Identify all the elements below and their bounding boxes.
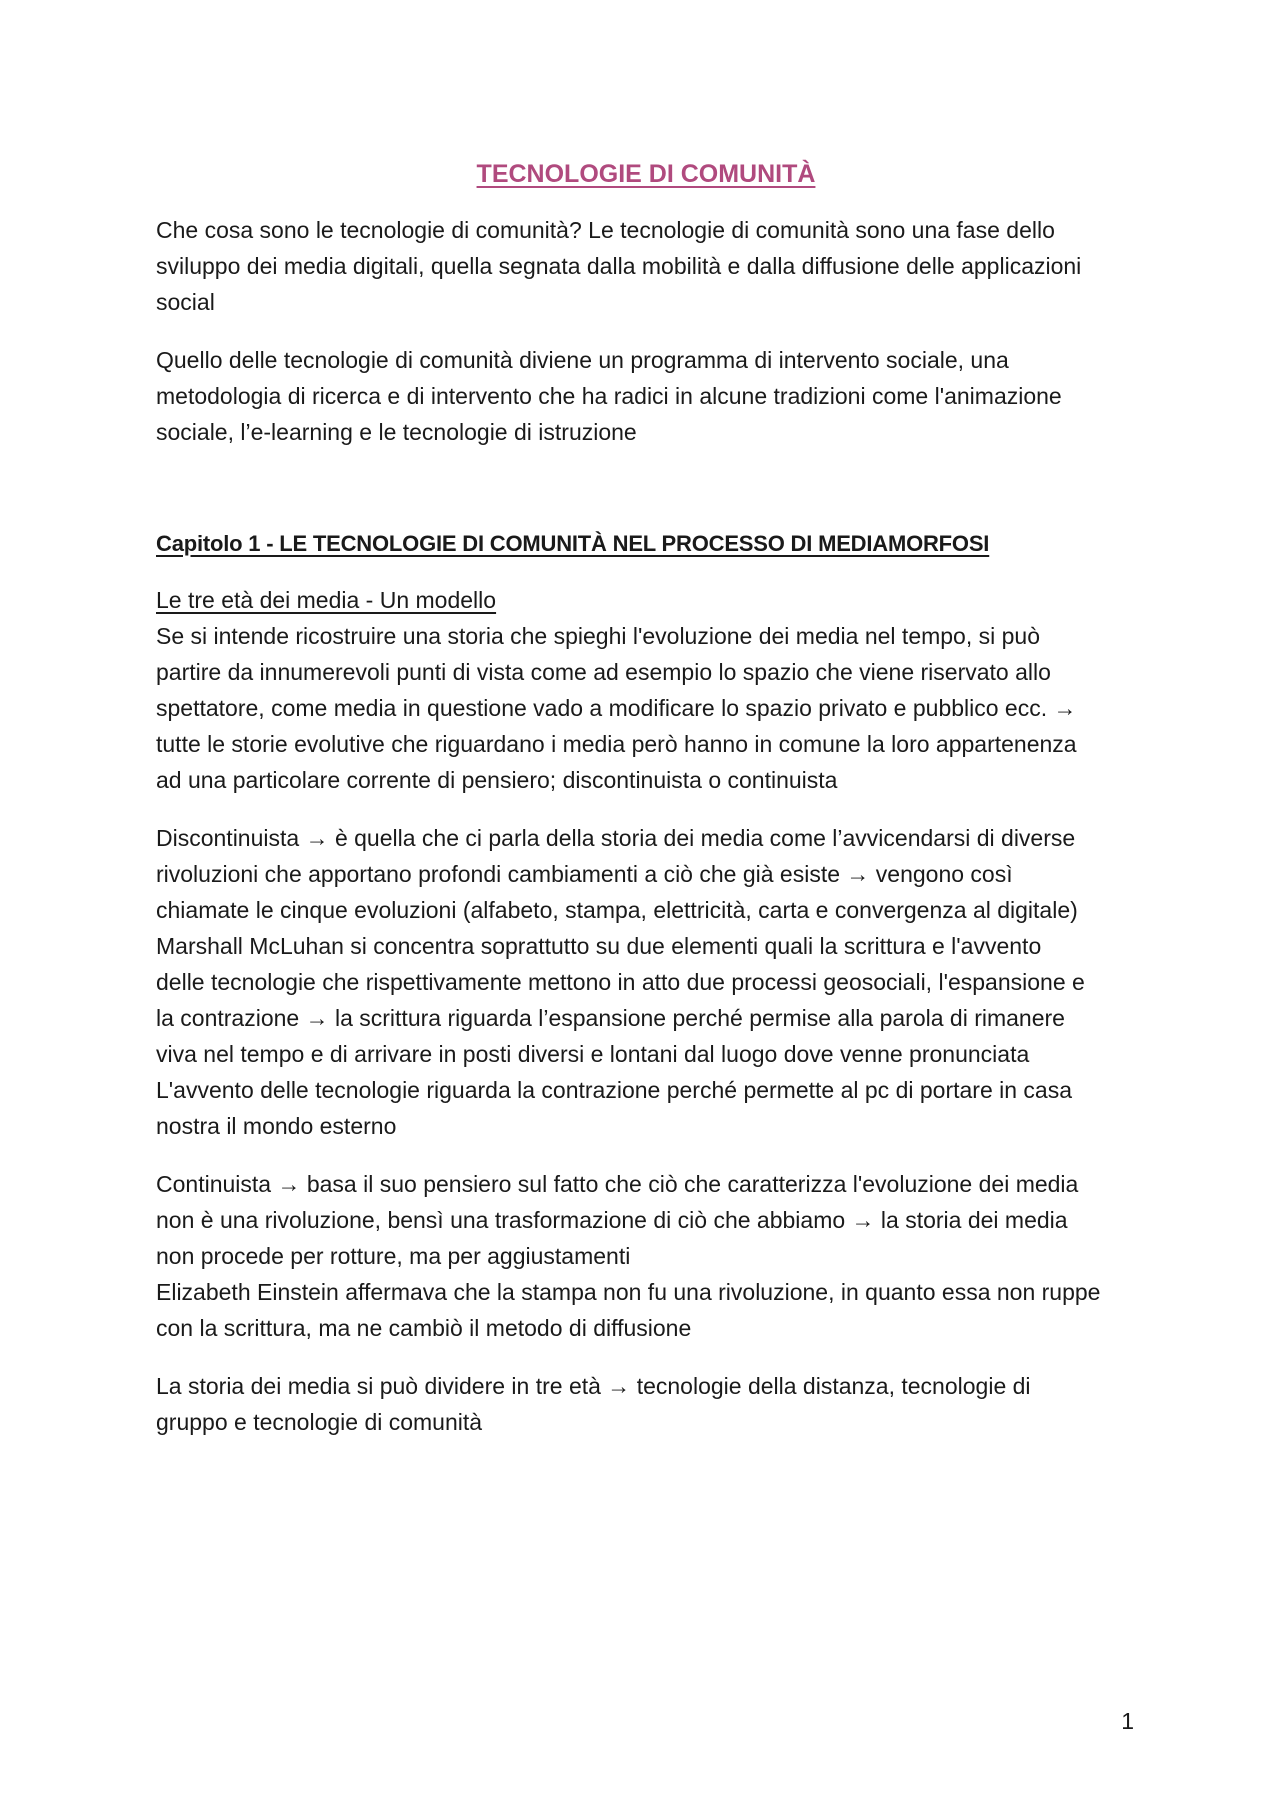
intro-paragraph-1 xyxy=(156,212,1136,320)
section-paragraph-2 xyxy=(156,820,1136,1144)
text-line: sviluppo dei media digitali, quella segnata dalla mobilità e dalla diffusione delle applicazioni xyxy=(156,253,1082,279)
text-line: non è una rivoluzione, bensì una trasformazione di ciò che abbiamo → la storia dei media xyxy=(156,1207,1068,1233)
text-line: non procede per rotture, ma per aggiustamenti xyxy=(156,1243,631,1269)
text-line: chiamate le cinque evoluzioni (alfabeto, stampa, elettricità, carta e convergenza al digitale) xyxy=(156,897,1078,923)
text-line: social xyxy=(156,289,215,315)
text-line: la contrazione → la scrittura riguarda l’espansione perché permise alla parola di rimanere xyxy=(156,1005,1065,1031)
text-line: con la scrittura, ma ne cambiò il metodo di diffusione xyxy=(156,1315,692,1341)
text-line: partire da innumerevoli punti di vista come ad esempio lo spazio che viene riservato allo xyxy=(156,659,1051,685)
page-content xyxy=(156,156,1136,1462)
text-line: nostra il mondo esterno xyxy=(156,1113,397,1139)
text-line: Continuista → basa il suo pensiero sul fatto che ciò che caratterizza l'evoluzione dei media xyxy=(156,1171,1079,1197)
chapter-title: Capitolo 1 - LE TECNOLOGIE DI COMUNITÀ NEL PROCESSO DI MEDIAMORFOSI xyxy=(156,531,990,556)
text-line: sociale, l’e-learning e le tecnologie di istruzione xyxy=(156,419,637,445)
text-line: spettatore, come media in questione vado a modificare lo spazio privato e pubblico ecc. → xyxy=(156,695,1077,721)
text-line: Se si intende ricostruire una storia che spieghi l'evoluzione dei media nel tempo, si può xyxy=(156,623,1041,649)
text-line: delle tecnologie che rispettivamente mettono in atto due processi geosociali, l'espansione e xyxy=(156,969,1085,995)
page-number: 1 xyxy=(1121,1708,1134,1734)
section-paragraph-4 xyxy=(156,1368,1136,1440)
section-paragraph-3 xyxy=(156,1166,1136,1346)
section-paragraph-1 xyxy=(156,618,1136,798)
text-line: Discontinuista → è quella che ci parla della storia dei media come l’avvicendarsi di diverse xyxy=(156,825,1076,851)
text-line: L'avvento delle tecnologie riguarda la contrazione perché permette al pc di portare in casa xyxy=(156,1077,1073,1103)
text-line: metodologia di ricerca e di intervento che ha radici in alcune tradizioni come l'animazione xyxy=(156,383,1062,409)
text-line: rivoluzioni che apportano profondi cambiamenti a ciò che già esiste → vengono così xyxy=(156,861,1013,887)
text-line: La storia dei media si può dividere in tre età → tecnologie della distanza, tecnologie di xyxy=(156,1373,1031,1399)
text-line: ad una particolare corrente di pensiero; discontinuista o continuista xyxy=(156,767,838,793)
text-line: Elizabeth Einstein affermava che la stampa non fu una rivoluzione, in quanto essa non ruppe xyxy=(156,1279,1101,1305)
text-line: Marshall McLuhan si concentra soprattutto su due elementi quali la scrittura e l'avvento xyxy=(156,933,1042,959)
text-line: gruppo e tecnologie di comunità xyxy=(156,1409,483,1435)
text-line: Quello delle tecnologie di comunità diviene un programma di intervento sociale, una xyxy=(156,347,1009,373)
document-title: TECNOLOGIE DI COMUNITÀ xyxy=(476,160,816,188)
text-line: Che cosa sono le tecnologie di comunità? Le tecnologie di comunità sono una fase dello xyxy=(156,217,1055,243)
text-line: tutte le storie evolutive che riguardano i media però hanno in comune la loro appartenenza xyxy=(156,731,1077,757)
intro-paragraph-2 xyxy=(156,342,1136,450)
section-title: Le tre età dei media - Un modello xyxy=(156,587,497,613)
text-line: viva nel tempo e di arrivare in posti diversi e lontani dal luogo dove venne pronunciata xyxy=(156,1041,1030,1067)
